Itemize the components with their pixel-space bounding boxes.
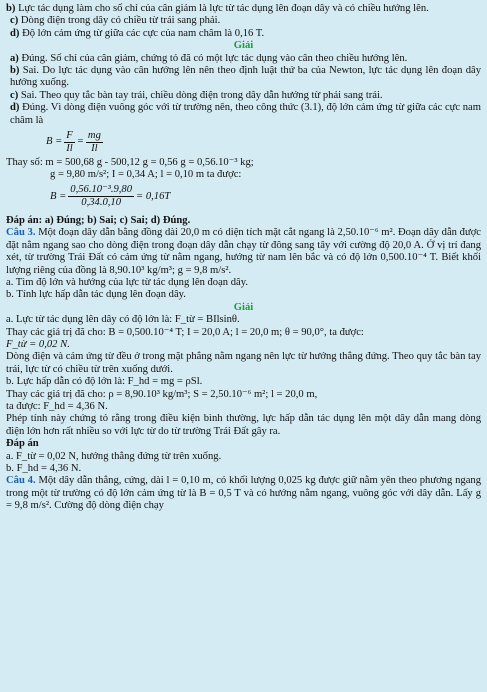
solution-3-line-4: Dòng điện và cảm ứng từ đều ở trong mặt phẳng nằm ngang nên lực từ hướng thẳng đứng. Theo quy tắc bàn tay trái, lực từ có chiều từ trên xuống dưới.: [6, 351, 481, 375]
solution-3-line-2: Thay các giá trị đã cho: B = 0,500.10⁻⁴ T; I = 20,0 A; l = 20,0 m; θ = 90,0°, ta được:: [6, 326, 364, 338]
formula-b: B = $\frac{F}{Il}$ = $\frac{mg}{Il}$: [46, 129, 101, 154]
solution-3-line-7: ta được: F_hd = 4,36 N.: [6, 400, 108, 412]
fraction-f-over-il: $\frac{F}{Il}$: [66, 129, 73, 154]
solution-3-line-8: Phép tính này chứng tỏ rằng trong điều kiện bình thường, lực hấp dẫn tác dụng lên một dây dẫn mang dòng điện lớn hơn rất nhiều so với lực từ do từ trường Trái Đất gây ra.: [6, 413, 481, 437]
solution-3-line-3: F_từ = 0,02 N.: [6, 338, 70, 350]
statement-c: c) Dòng điện trong dây có chiều từ trái sang phải.: [10, 15, 221, 27]
question-3-b: b. Tính lực hấp dẫn tác dụng lên đoạn dây.: [6, 289, 186, 301]
solution-3-line-1: a. Lực từ tác dụng lên dây có độ lớn là: F_từ = BIlsinθ.: [6, 314, 240, 326]
solution-3-heading: Giải: [233, 301, 254, 313]
fraction-mg-over-il: $\frac{mg}{Il}$: [87, 129, 101, 154]
solution-3-line-5: b. Lực hấp dẫn có độ lớn là: F_hd = mg = ρSl.: [6, 376, 203, 388]
answer-3-a: a. F_từ = 0,02 N, hướng thẳng đứng từ trên xuống.: [6, 450, 222, 462]
statement-b: b) Lực tác dụng làm cho số chỉ của cân giảm là lực từ tác dụng lên đoạn dây và có chiều hướng lên.: [6, 3, 429, 14]
substitution-line-1: Thay số: m = 500,68 g - 500,12 g = 0,56 g = 0,56.10⁻³ kg;: [6, 157, 254, 169]
question-3: Câu 3. Một đoạn dây dẫn bằng đồng dài 20,0 m có diện tích mặt cắt ngang là 2,50.10⁻⁶ m². Đoạn dây dẫn được đặt nằm ngang sao cho dòng điện trong đoạn dây dẫn chạy từ đông sang tây với cường độ 20,0 A. Ở vị trí đang xét, từ trường Trái Đất có cảm ứng từ nằm ngang, hướng từ nam lên bắc và có độ lớn 0,500.10⁻⁴ T. Biết khối lượng riêng của đồng là 8,90.10³ kg/m³; g = 9,8 m/s².: [6, 227, 481, 276]
answer-heading: Đáp án: [6, 438, 39, 450]
question-3-a: a. Tìm độ lớn và hướng của lực từ tác dụng lên đoạn dây.: [6, 276, 249, 288]
solution-b: b) Sai. Do lực tác dụng vào cân hướng lên nên theo định luật thứ ba của Newton, lực tác dụng lên đoạn dây hướng xuống.: [10, 65, 481, 89]
solution-heading: Giải: [233, 40, 254, 52]
formula-b-result: B = $\frac{\text{0,56.10⁻³.9,80}}{0,34.0,10}$ = 0,16T: [50, 184, 171, 209]
question-4: Câu 4. Một dây dẫn thẳng, cứng, dài l = 0,10 m, có khối lượng 0,025 kg được giữ nằm yên theo phương ngang trong một từ trường có độ lớn cảm ứng từ là B = 0,5 T và có hướng nằm ngang, vuông góc với dây dẫn. Lấy g = 9,8 m/s². Cường độ dòng điện chạy: [6, 475, 481, 512]
statement-d: d) Độ lớn cảm ứng từ giữa các cực của nam châm là 0,16 T.: [10, 27, 265, 39]
substitution-line-2: g = 9,80 m/s²; I = 0,34 A; l = 0,10 m ta được:: [50, 169, 242, 181]
solution-3-line-6: Thay các giá trị đã cho: ρ = 8,90.10³ kg/m³; S = 2,50.10⁻⁶ m²; l = 20,0 m,: [6, 388, 318, 400]
solution-d: d) Đúng. Vì dòng điện vuông góc với từ trường nên, theo công thức (3.1), độ lớn cảm ứng từ giữa các cực nam châm là: [10, 102, 481, 126]
answer-line: Đáp án: a) Đúng; b) Sai; c) Sai; d) Đúng.: [6, 214, 191, 226]
answer-3-b: b. F_hd = 4,36 N.: [6, 463, 82, 474]
fraction-numeric: $\frac{\text{0,56.10⁻³.9,80}}{0,34.0,10}$: [70, 184, 133, 209]
solution-c: c) Sai. Theo quy tắc bàn tay trái, chiều dòng điện trong dây dẫn hướng từ phải sang trái.: [10, 89, 383, 101]
solution-a: a) Đúng. Số chỉ của cân giảm, chứng tỏ đã có một lực tác dụng vào cân theo chiều hướng lên.: [10, 52, 408, 64]
